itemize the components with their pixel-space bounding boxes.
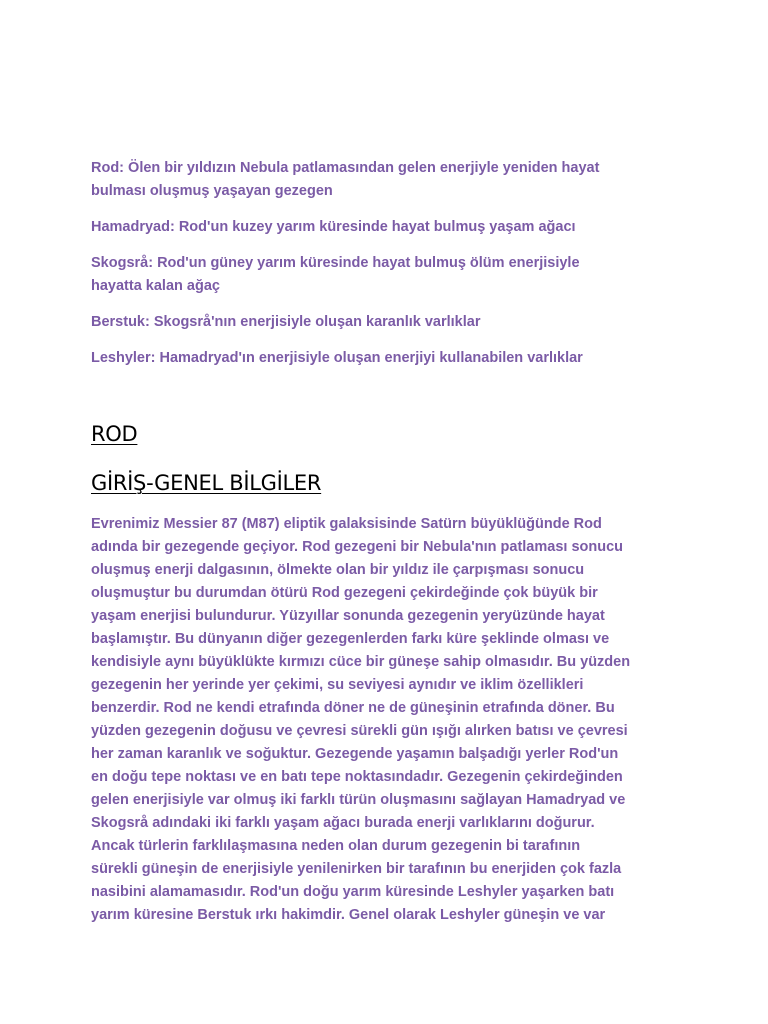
definition-rod [91, 157, 691, 203]
body-line: sürekli güneşin de enerjisiyle yenilenirken bir tarafının bu enerjiden çok fazla [91, 861, 622, 877]
definition-line: hayatta kalan ağaç [91, 278, 220, 294]
body-line: Evrenimiz Messier 87 (M87) eliptik galaksisinde Satürn büyüklüğünde Rod [91, 516, 602, 532]
body-line: gelen enerjisiyle var olmuş iki farklı türün oluşmasını sağlayan Hamadryad ve [91, 792, 626, 808]
body-line: en doğu tepe noktası ve en batı tepe noktasındadır. Gezegenin çekirdeğinden [91, 769, 623, 785]
definition-berstuk [91, 311, 691, 334]
document-content [91, 157, 691, 927]
definition-line: Leshyler: Hamadryad'ın enerjisiyle oluşan enerjiyi kullanabilen varlıklar [91, 350, 583, 366]
body-line: başlamıştır. Bu dünyanın diğer gezegenlerden farkı küre şeklinde olması ve [91, 631, 610, 647]
body-line: gezegenin her yerinde yer çekimi, su seviyesi aynıdır ve iklim özellikleri [91, 677, 584, 693]
body-paragraph [91, 513, 691, 927]
body-line: benzerdir. Rod ne kendi etrafında döner ne de güneşinin etrafında döner. Bu [91, 700, 615, 716]
definition-leshyler [91, 347, 691, 370]
body-line: Ancak türlerin farklılaşmasına neden olan durum gezegenin bi tarafının [91, 838, 581, 854]
body-line: oluşmuş enerji dalgasının, ölmekte olan bir yıldız ile çarpışması sonucu [91, 562, 585, 578]
body-line: her zaman karanlık ve soğuktur. Gezegende yaşamın balşadığı yerler Rod'un [91, 746, 619, 762]
definition-line: Berstuk: Skogsrå'nın enerjisiyle oluşan karanlık varlıklar [91, 314, 481, 330]
body-line: adında bir gezegende geçiyor. Rod gezegeni bir Nebula'nın patlaması sonucu [91, 539, 623, 555]
body-line: nasibini alamamasıdır. Rod'un doğu yarım küresinde Leshyler yaşarken batı [91, 884, 615, 900]
body-line: Skogsrå adındaki iki farklı yaşam ağacı burada enerji varlıklarını doğurur. [91, 815, 595, 831]
body-line: yaşam enerjisi bulundurur. Yüzyıllar sonunda gezegenin yeryüzünde hayat [91, 608, 605, 624]
definition-hamadryad [91, 216, 691, 239]
body-line: oluşmuştur bu durumdan ötürü Rod gezegeni çekirdeğinde çok büyük bir [91, 585, 598, 601]
heading-giris-genel-bilgiler: GİRİŞ-GENEL BİLGİLER [91, 471, 322, 495]
definition-skogsra [91, 252, 691, 298]
definition-line: Rod: Ölen bir yıldızın Nebula patlamasından gelen enerjiyle yeniden hayat [91, 160, 600, 176]
definition-line: bulması oluşmuş yaşayan gezegen [91, 183, 333, 199]
definition-line: Hamadryad: Rod'un kuzey yarım küresinde hayat bulmuş yaşam ağacı [91, 219, 576, 235]
heading-rod: ROD [91, 422, 138, 446]
body-line: yüzden gezegenin doğusu ve çevresi sürekli gün ışığı alırken batısı ve çevresi [91, 723, 628, 739]
body-line: yarım küresine Berstuk ırkı hakimdir. Genel olarak Leshyler güneşin ve var [91, 907, 606, 923]
definition-line: Skogsrå: Rod'un güney yarım küresinde hayat bulmuş ölüm enerjisiyle [91, 255, 580, 271]
body-line: kendisiyle aynı büyüklükte kırmızı cüce bir güneşe sahip olmasıdır. Bu yüzden [91, 654, 631, 670]
